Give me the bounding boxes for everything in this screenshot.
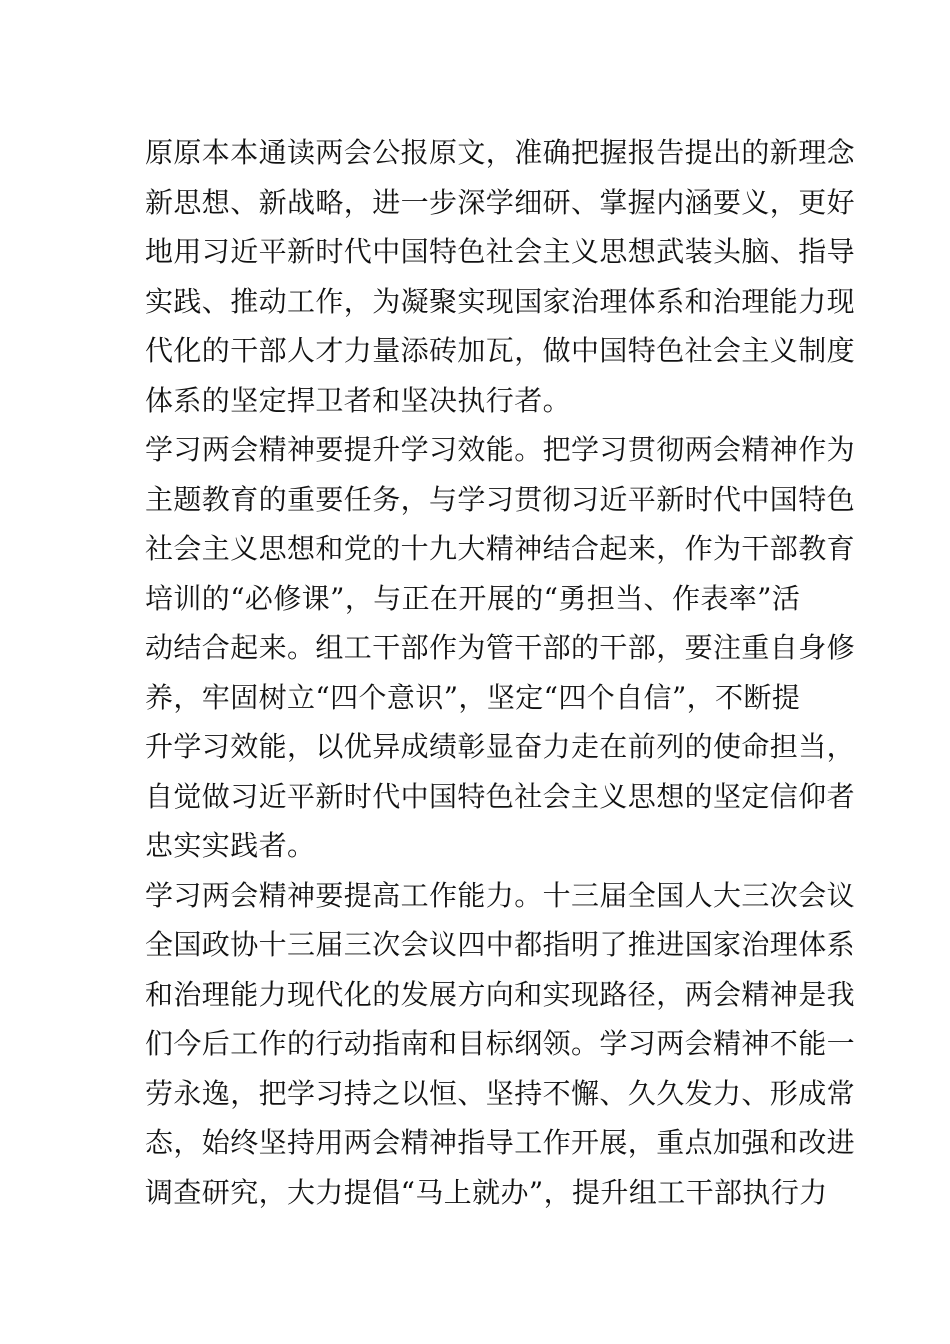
text-line: 培训的“必修课”，与正在开展的“勇担当、作表率”活 <box>145 581 801 615</box>
text-line: 升学习效能，以优异成绩彰显奋力走在前列的使命担当， <box>145 730 856 763</box>
text-line: 态，始终坚持用两会精神指导工作开展，重点加强和改进 <box>145 1126 856 1159</box>
text-line: 和治理能力现代化的发展方向和实现路径，两会精神是我 <box>145 977 856 1011</box>
text-line: 地用习近平新时代中国特色社会主义思想武装头脑、指导 <box>145 235 856 268</box>
text-line: 们今后工作的行动指南和目标纲领。学习两会精神不能一 <box>145 1027 856 1060</box>
text-line: 全国政协十三届三次会议四中都指明了推进国家治理体系 <box>145 928 856 961</box>
text-line: 社会主义思想和党的十九大精神结合起来，作为干部教育 <box>145 532 856 565</box>
document-body <box>145 128 856 1217</box>
text-line: 体系的坚定捍卫者和坚决执行者。 <box>145 383 572 417</box>
text-line: 原原本本通读两会公报原文，准确把握报告提出的新理念 <box>145 136 856 169</box>
text-line: 动结合起来。组工干部作为管干部的干部，要注重自身修 <box>145 631 856 664</box>
text-line: 新思想、新战略，进一步深学细研、掌握内涵要义，更好 <box>145 185 856 219</box>
text-line: 代化的干部人才力量添砖加瓦，做中国特色社会主义制度 <box>145 334 856 367</box>
text-line: 学习两会精神要提高工作能力。十三届全国人大三次会议 <box>145 878 856 912</box>
text-line: 劳永逸，把学习持之以恒、坚持不懈、久久发力、形成常 <box>145 1076 856 1110</box>
text-line: 忠实实践者。 <box>145 829 316 862</box>
text-line: 养，牢固树立“四个意识”，坚定“四个自信”，不断提 <box>145 680 801 714</box>
text-line: 学习两会精神要提升学习效能。把学习贯彻两会精神作为 <box>145 433 856 466</box>
text-line: 主题教育的重要任务，与学习贯彻习近平新时代中国特色 <box>145 482 856 516</box>
text-line: 自觉做习近平新时代中国特色社会主义思想的坚定信仰者 <box>145 779 856 813</box>
text-line: 调查研究，大力提倡“马上就办”，提升组工干部执行力 <box>145 1175 828 1209</box>
text-line: 实践、推动工作，为凝聚实现国家治理体系和治理能力现 <box>145 284 856 318</box>
